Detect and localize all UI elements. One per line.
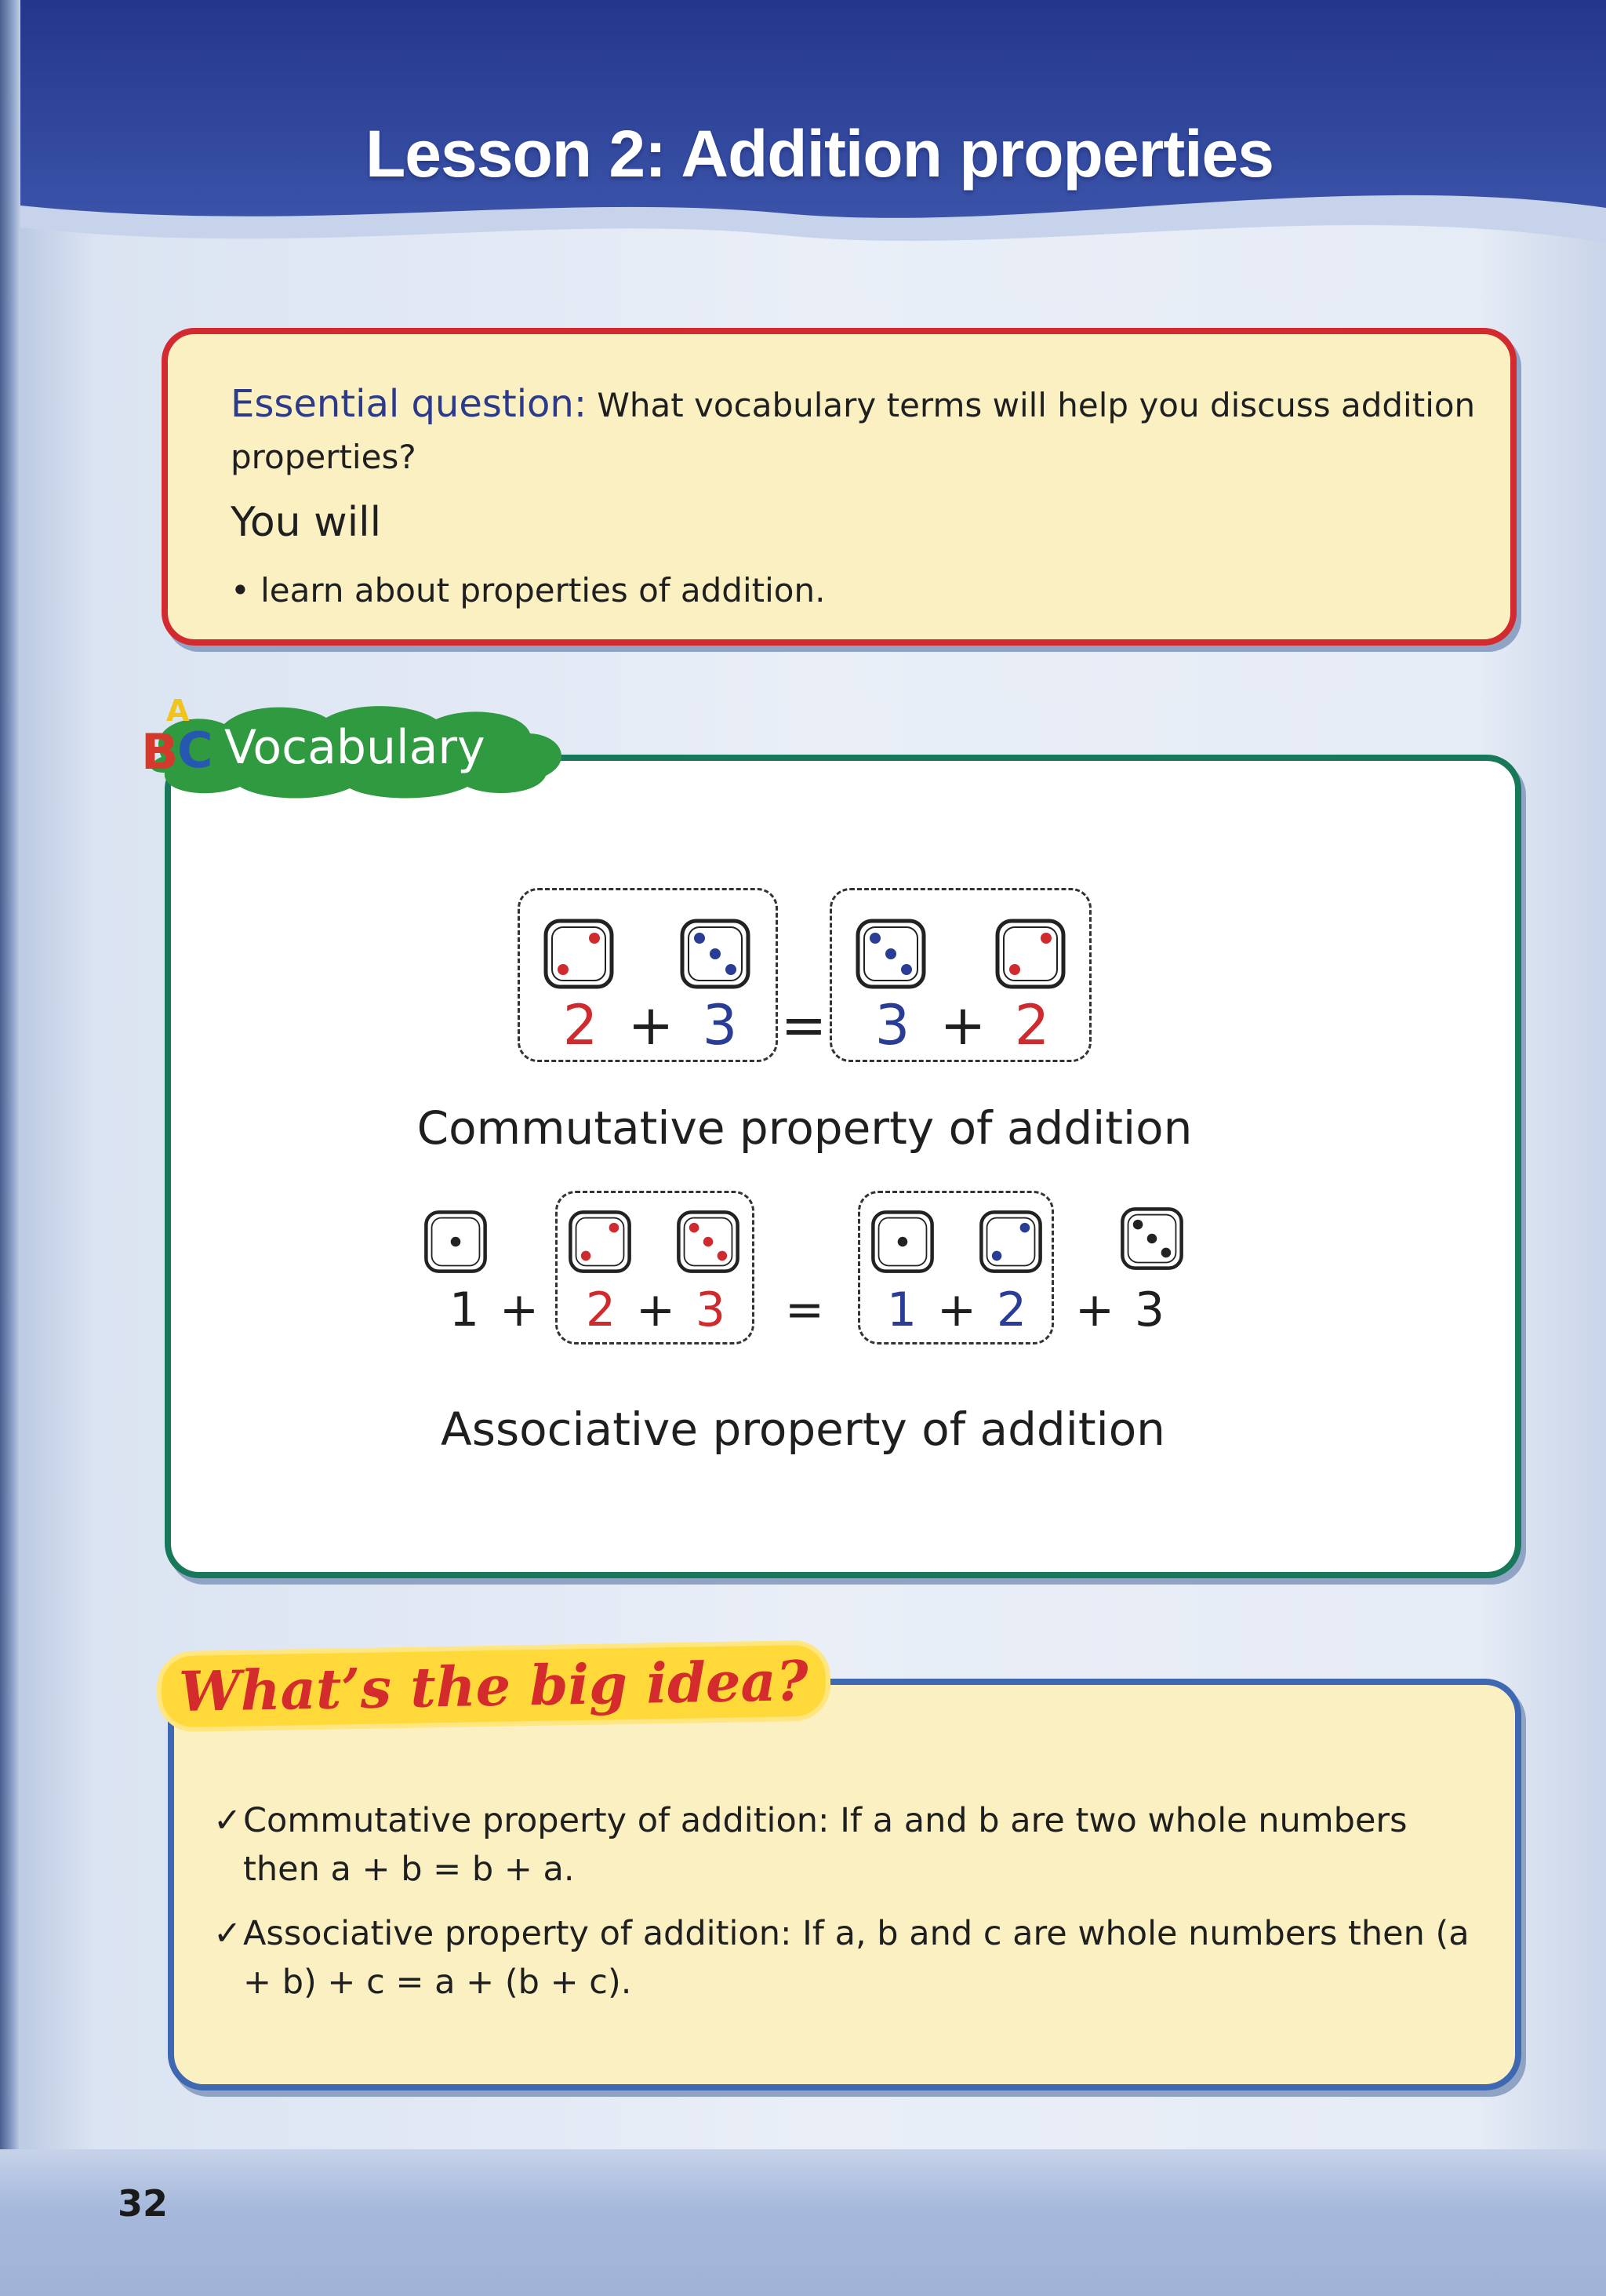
you-will-heading: You will	[231, 499, 382, 546]
die-three-icon	[1118, 1205, 1186, 1272]
associative-term: 2	[585, 1283, 616, 1337]
die-three-icon	[678, 916, 753, 992]
die-one-icon	[869, 1208, 936, 1275]
associative-caption: Associative property of addition	[441, 1403, 1165, 1456]
plus-sign: +	[627, 993, 674, 1057]
associative-term: 3	[1134, 1283, 1165, 1337]
bottom-band	[0, 2149, 1606, 2296]
commutative-term: 3	[702, 993, 738, 1057]
plus-sign: +	[936, 1283, 977, 1337]
commutative-term: 2	[562, 993, 598, 1057]
abc-letter-a: A	[166, 693, 190, 728]
associative-term: 1	[449, 1283, 480, 1337]
equals-sign: =	[784, 1283, 825, 1337]
associative-term: 1	[886, 1283, 917, 1337]
commutative-term: 2	[1014, 993, 1050, 1057]
big-idea-title: What’s the big idea?	[161, 1645, 826, 1728]
objective-item: • learn about properties of addition.	[231, 571, 826, 609]
big-idea-item	[213, 1796, 1482, 1894]
checkmark-icon: ✓	[213, 1801, 242, 1840]
associative-term: 2	[996, 1283, 1027, 1337]
die-three-icon	[853, 916, 928, 992]
die-two-icon	[977, 1208, 1045, 1275]
objective-text: learn about properties of addition.	[260, 571, 826, 609]
abc-letter-b: B	[141, 723, 179, 780]
commutative-caption: Commutative property of addition	[416, 1101, 1193, 1155]
die-three-icon	[674, 1208, 742, 1275]
die-two-icon	[993, 916, 1068, 992]
associative-term: 3	[695, 1283, 726, 1337]
checkmark-icon: ✓	[213, 1914, 242, 1953]
essential-question-box	[162, 328, 1517, 646]
big-idea-item	[213, 1909, 1482, 2007]
plus-sign: +	[939, 993, 986, 1057]
essential-question-text: What vocabulary terms will help you discuss addition properties?	[231, 386, 1476, 476]
die-two-icon	[541, 916, 616, 992]
big-idea-text: Associative property of addition: If a, b and c are whole numbers then (a + b) + c = a + (b + c).	[243, 1914, 1470, 2002]
equals-sign: =	[780, 993, 827, 1057]
lesson-title: Lesson 2: Addition properties	[365, 117, 1274, 191]
essential-question	[231, 378, 1485, 483]
big-idea-text: Commutative property of addition: If a and b are two whole numbers then a + b = b + a.	[243, 1801, 1408, 1889]
die-one-icon	[422, 1208, 489, 1275]
abc-letter-c: C	[177, 722, 213, 779]
page-number: 32	[118, 2182, 169, 2225]
plus-sign: +	[499, 1283, 540, 1337]
commutative-term: 3	[874, 993, 910, 1057]
vocabulary-tab-label: Vocabulary	[224, 720, 485, 775]
plus-sign: +	[1074, 1283, 1115, 1337]
essential-question-label: Essential question:	[231, 382, 587, 426]
plus-sign: +	[635, 1283, 676, 1337]
die-two-icon	[566, 1208, 634, 1275]
